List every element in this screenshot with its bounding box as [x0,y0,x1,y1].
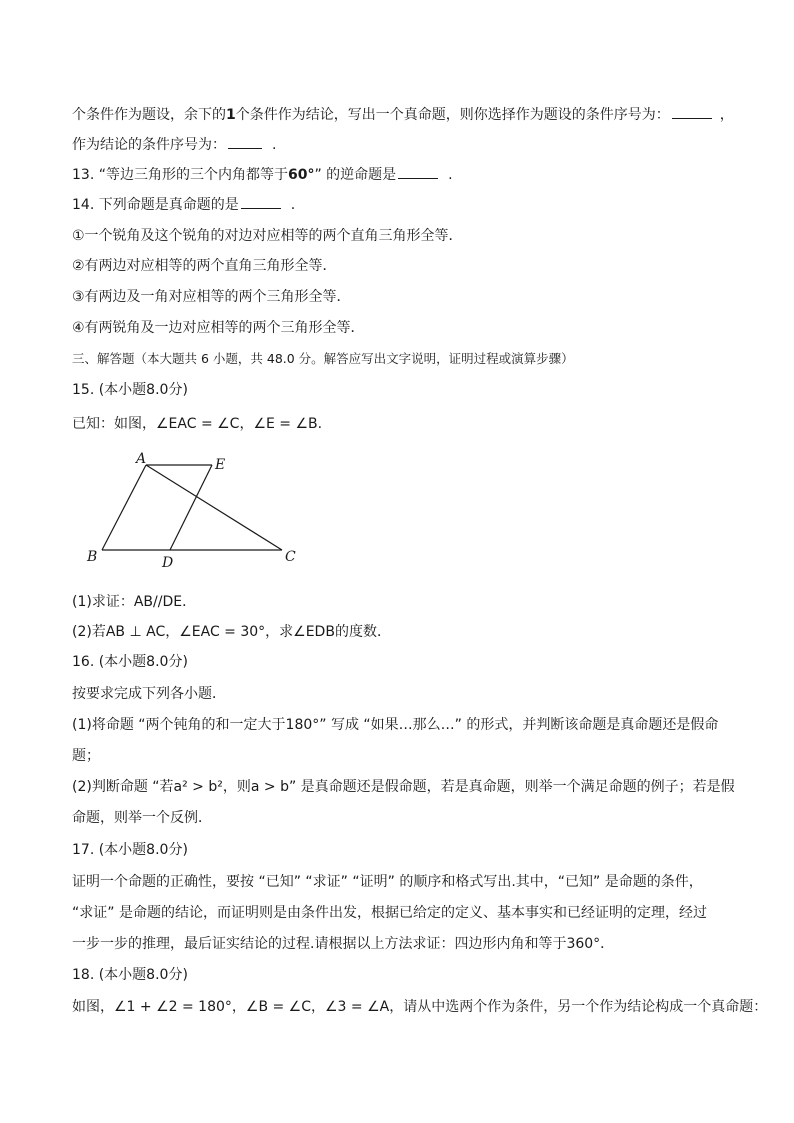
text: 60° [287,167,315,183]
label-B: B [87,549,98,565]
text: 14. 下列命题是真命题的是 [72,197,239,213]
segment-AB [102,465,146,550]
question-15-part-2: (2)若AB ⊥ AC，∠EAC = 30°，求∠EDB的度数． [72,624,391,640]
text: ， [719,107,734,123]
question-17-line3: 一步一步的推理，最后证实结论的过程.请根据以上方法求证：四边形内角和等于360°． [72,936,615,952]
label-D: D [162,555,174,571]
label-C: C [285,549,296,565]
question-16-part-1-line2: 题； [72,748,100,764]
question-16-part-2-line1: (2)判断命题 “若a² > b²，则a > b” 是真命题还是假命题，若是真命题，则举一个满足命题的例子；若是假 [72,779,735,795]
text: . [272,137,277,153]
text: . [290,197,296,213]
segment-AC [146,465,282,550]
question-15-given: 已知：如图，∠EAC = ∠C，∠E = ∠B. [72,416,323,432]
q14-option-3: ③有两边及一角对应相等的两个三角形全等． [72,289,351,305]
text: 个条件作为结论，写出一个真命题，则你选择作为题设的条件序号为： [235,107,670,123]
question-17-line2: “求证” 是命题的结论，而证明则是由条件出发，根据已给定的定义、基本事实和已经证明的定理，经过 [72,905,707,921]
question-17-header: 17. (本小题8.0分) [72,842,188,858]
q14-option-2: ②有两边对应相等的两个直角三角形全等． [72,258,337,274]
text: 13. “等边三角形的三个内角都等于 [72,167,288,183]
label-A: A [136,451,147,467]
question-16-header: 16. (本小题8.0分) [72,654,188,670]
text: 个条件作为题设，余下的 [72,107,226,123]
text: . [448,167,453,183]
triangle-figure [84,450,314,575]
q14-option-4: ④有两锐角及一边对应相等的两个三角形全等． [72,320,365,336]
segment-ED [170,465,212,550]
question-15-header: 15. (本小题8.0分) [72,382,188,398]
text: ” 的逆命题是 [314,167,397,183]
question-16-part-2-line2: 命题，则举一个反例． [72,810,212,826]
question-18-line1: 如图，∠1 + ∠2 = 180°，∠B = ∠C，∠3 = ∠A，请从中选两个作为条件，另一个作为结论构成一个真命题： [72,999,768,1015]
answer-blank[interactable] [672,104,712,119]
q14-option-1: ①一个锐角及这个锐角的对边对应相等的两个直角三角形全等． [72,228,463,244]
question-17-line1: 证明一个命题的正确性，要按 “已知” “求证” “证明” 的顺序和格式写出.其中，“已知” 是命题的条件， [72,874,703,890]
question-16-intro: 按要求完成下列各小题． [72,686,226,702]
text: 作为结论的条件序号为： [72,137,226,153]
label-E: E [215,457,226,473]
question-13 [72,164,453,185]
answer-blank[interactable] [398,164,438,179]
section-3-heading: 三、解答题（本大题共 6 小题，共 48.0 分。解答应写出文字说明，证明过程或演算步骤） [72,351,574,366]
answer-blank[interactable] [241,194,281,209]
question-14 [72,194,295,215]
question-15-part-1: (1)求证：AB//DE． [72,594,197,610]
answer-blank[interactable] [228,134,262,149]
q12-continuation-line1 [72,104,734,125]
q12-continuation-line2 [72,134,276,155]
question-16-part-1-line1: (1)将命题 “两个钝角的和一定大于180°” 写成 “如果…那么…” 的形式，并判断该命题是真命题还是假命 [72,717,719,733]
question-18-header: 18. (本小题8.0分) [72,967,188,983]
text: 1 [226,107,236,123]
